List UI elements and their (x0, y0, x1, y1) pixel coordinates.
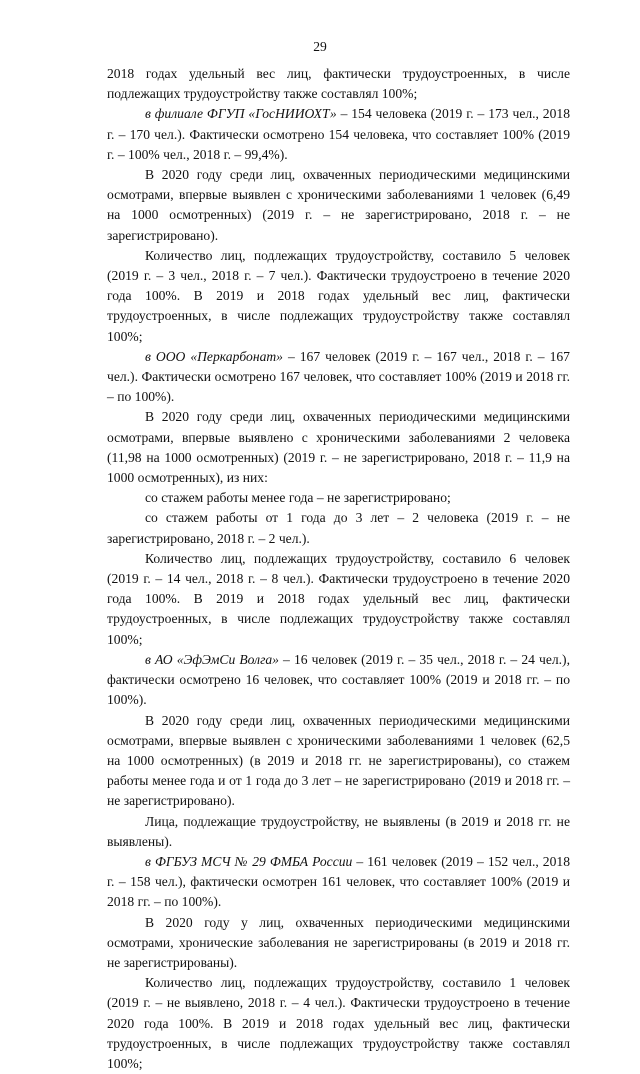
paragraph (107, 508, 570, 548)
organization-name: в филиале ФГУП «ГосНИИОХТ» (145, 106, 337, 122)
paragraph-text: В 2020 году среди лиц, охваченных периодическими медицинскими осмотрами, впервые выявлен с хроническими заболеваниями 1 человек (62,5 на 1000 осмотренных) (в 2019 и 2018 гг. не зарегистрированы), со стажем работы менее года и от 1 года до 3 лет – не зарегистрировано (2019 и 2018 гг. – не зарегистрировано). (107, 712, 570, 809)
page-number: 29 (313, 39, 327, 54)
paragraph-text: Количество лиц, подлежащих трудоустройству, составило 6 человек (2019 г. – 14 чел., 2018 г. – 8 чел.). Фактически трудоустроено в течение 2020 года 100%. В 2019 и 2018 годах удельный вес лиц, фактически трудоустроенных, в числе подлежащих трудоустройству также составлял 100%; (107, 550, 570, 647)
organization-name: в ФГБУЗ МСЧ № 29 ФМБА России (145, 853, 353, 869)
paragraph-text: В 2020 году у лиц, охваченных периодическими медицинскими осмотрами, хронические заболевания не зарегистрированы (в 2019 и 2018 гг. не зарегистрированы). (107, 914, 570, 970)
paragraph-text: В 2020 году среди лиц, охваченных периодическими медицинскими осмотрами, впервые выявлено с хроническими заболеваниями 2 человека (11,98 на 1000 осмотренных) (2019 г. – не зарегистрировано, 2018 г. – 11,9 на 1000 осмотренных), из них: (107, 409, 570, 486)
paragraph (107, 165, 570, 246)
body-text (107, 64, 570, 1074)
paragraph-text: Лица, подлежащие трудоустройству, не выявлены (в 2019 и 2018 гг. не выявлены). (107, 813, 570, 849)
paragraph (107, 407, 570, 488)
paragraph (107, 812, 570, 852)
paragraph (107, 711, 570, 812)
paragraph (107, 650, 570, 711)
organization-name: в АО «ЭфЭмСи Волга» (145, 651, 279, 667)
paragraph-text: – 161 человек (2019 – 152 чел., 2018 г. – 158 чел.), фактически осмотрен 161 человек, что составляет 100% (2019 и 2018 гг. – по 100%). (107, 853, 570, 910)
paragraph (107, 488, 570, 508)
organization-name: в ООО «Перкарбонат» (145, 348, 283, 364)
paragraph (107, 973, 570, 1074)
paragraph-text: Количество лиц, подлежащих трудоустройству, составило 1 человек (2019 г. – не выявлено, 2018 г. – 4 чел.). Фактически трудоустроено в течение 2020 года 100%. В 2019 и 2018 годах удельный вес лиц, фактически трудоустроенных, в числе подлежащих трудоустройству также составлял 100%; (107, 975, 570, 1071)
paragraph-text: – 154 человека (2019 г. – 173 чел., 2018 г. – 170 чел.). Фактически осмотрено 154 человека, что составляет 100% (2019 г. – 100% чел., 2018 г. – 99,4%). (107, 106, 570, 162)
paragraph-text: – 16 человек (2019 г. – 35 чел., 2018 г. – 24 чел.), фактически осмотрено 16 человек, что составляет 100% (2019 и 2018 гг. – по 100%). (107, 651, 570, 708)
paragraph-text: со стажем работы от 1 года до 3 лет – 2 человека (2019 г. – не зарегистрировано, 2018 г. – 2 чел.). (107, 510, 570, 546)
paragraph-text: В 2020 году среди лиц, охваченных периодическими медицинскими осмотрами, впервые выявлен с хроническими заболеваниями 1 человек (6,49 на 1000 осмотренных) (2019 г. – не зарегистрировано, 2018 г. – не зарегистрировано). (107, 167, 570, 243)
paragraph-text: со стажем работы менее года – не зарегистрировано; (145, 490, 451, 506)
paragraph (107, 64, 570, 104)
paragraph (107, 246, 570, 347)
paragraph-text: Количество лиц, подлежащих трудоустройству, составило 5 человек (2019 г. – 3 чел., 2018 г. – 7 чел.). Фактически трудоустроено в течение 2020 года 100%. В 2019 и 2018 годах удельный вес лиц, фактически трудоустроенных, в числе подлежащих трудоустройству также составлял 100%; (107, 247, 570, 344)
paragraph (107, 104, 570, 165)
paragraph-text: – 167 человек (2019 г. – 167 чел., 2018 г. – 167 чел.). Фактически осмотрено 167 человек, что составляет 100% (2019 и 2018 гг. – по 100%). (107, 348, 570, 405)
paragraph (107, 347, 570, 408)
paragraph (107, 852, 570, 913)
paragraph-text: 2018 годах удельный вес лиц, фактически трудоустроенных, в числе подлежащих трудоустройству также составлял 100%; (107, 66, 570, 102)
paragraph (107, 549, 570, 650)
paragraph (107, 913, 570, 974)
